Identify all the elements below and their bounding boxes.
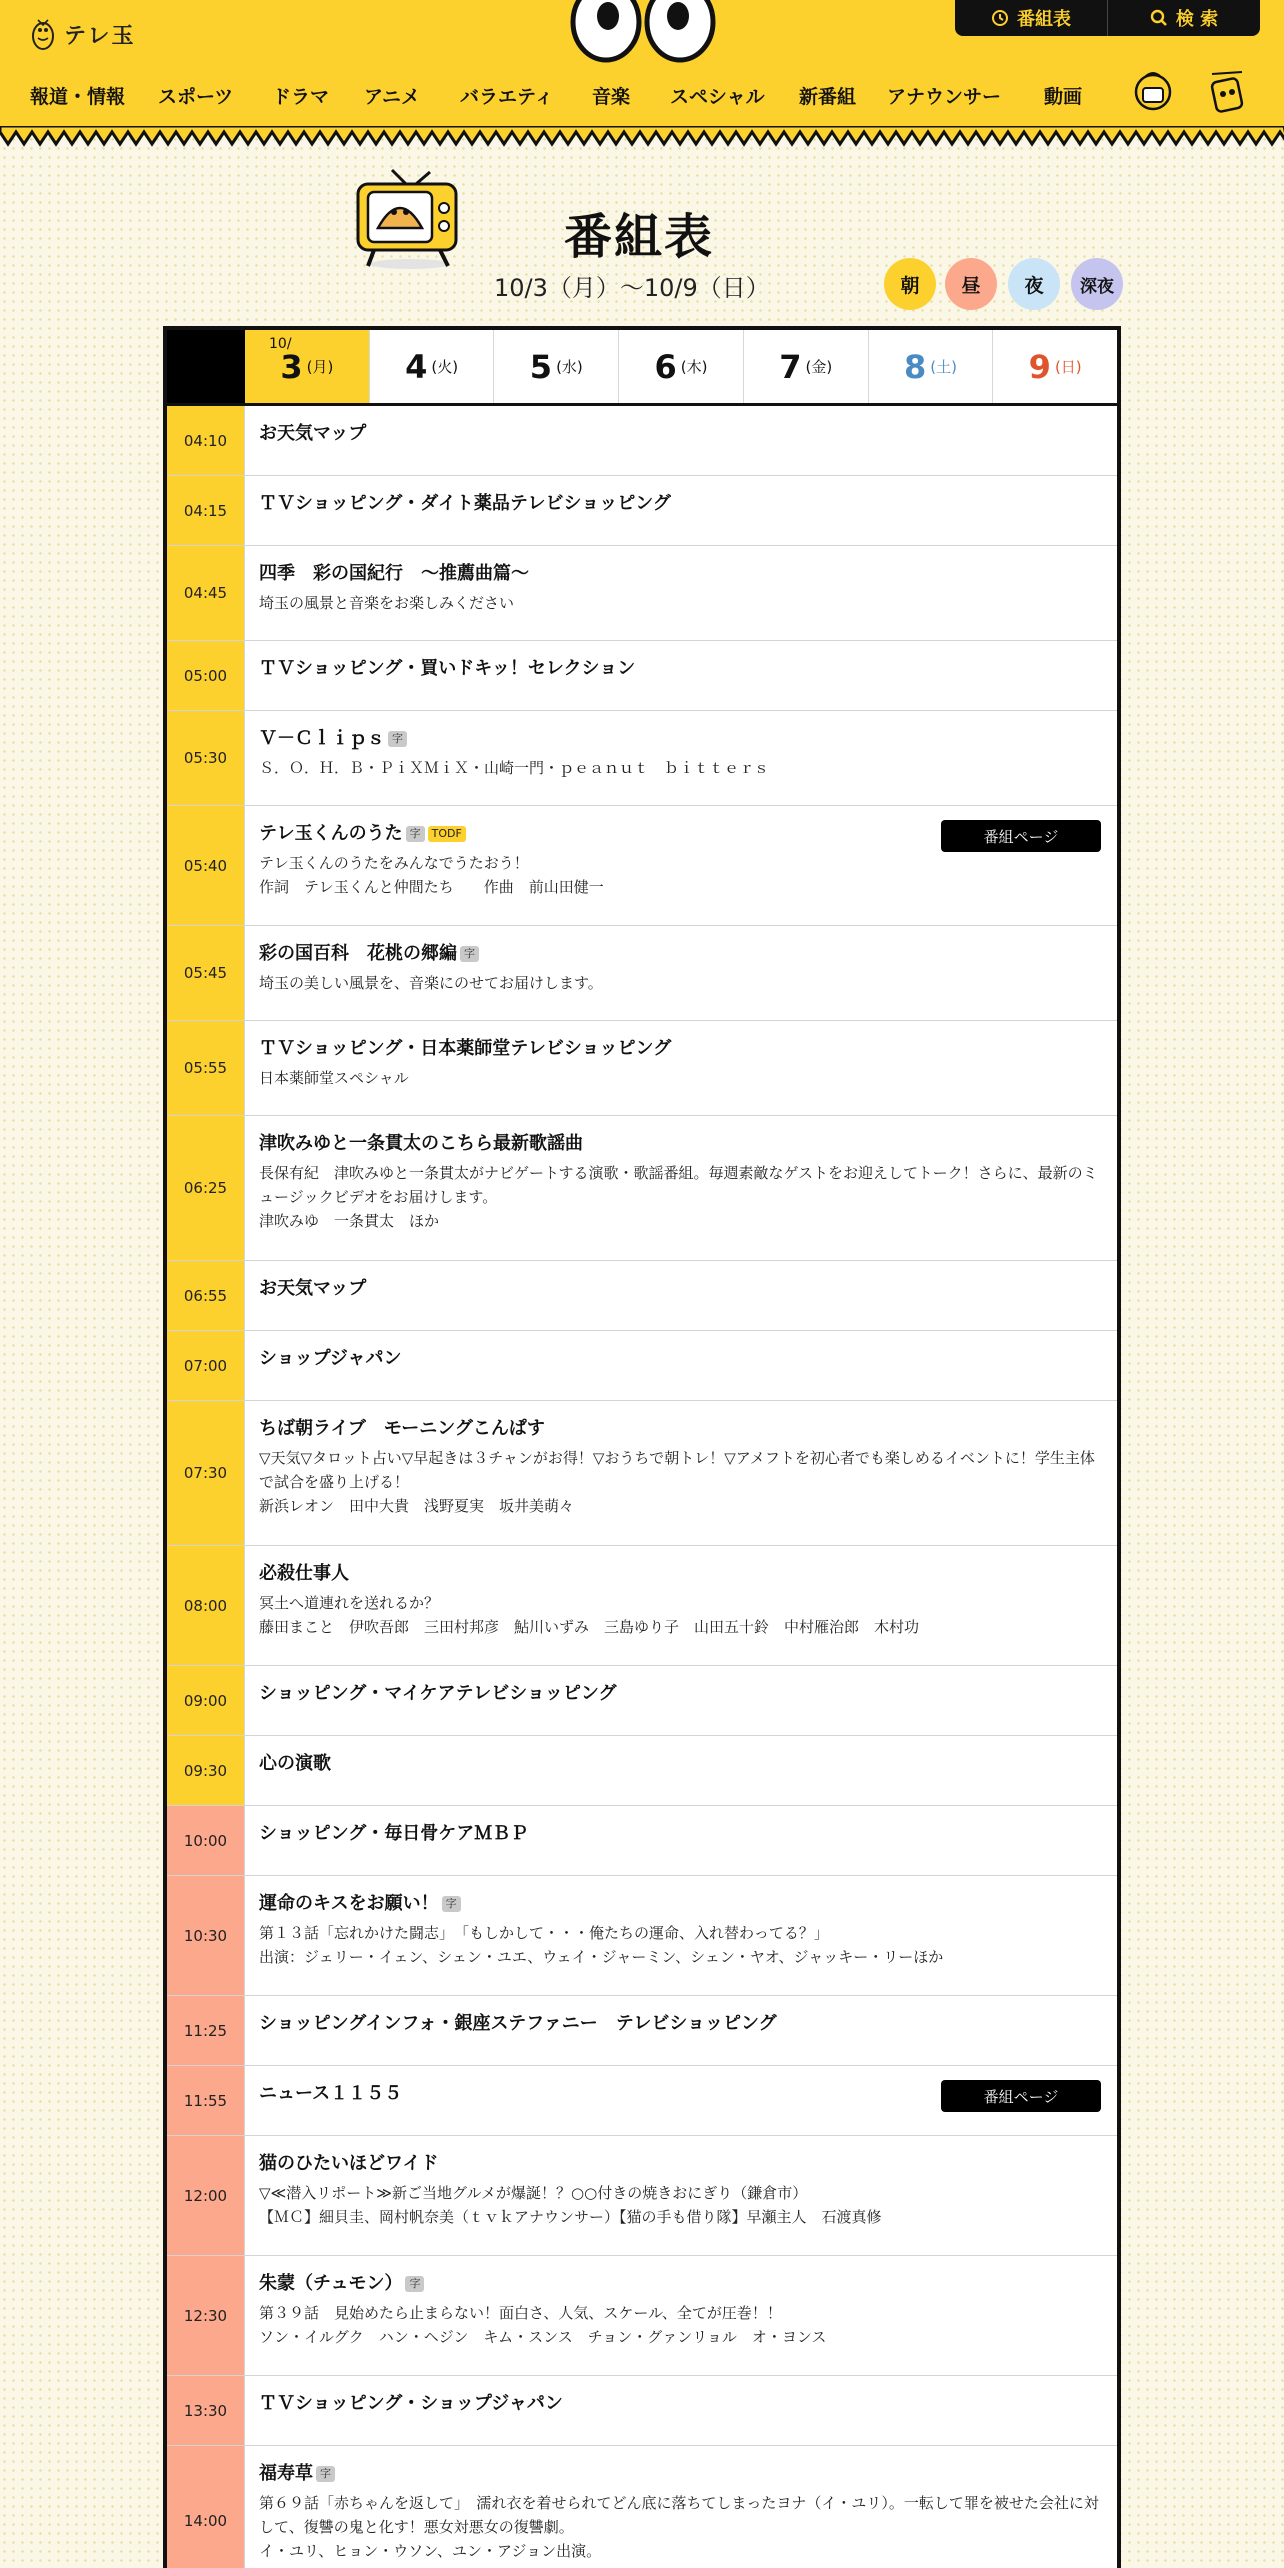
program-page-button[interactable]: 番組ページ [941,2080,1101,2112]
nav-item-variety[interactable]: バラエティ [460,86,554,108]
program-title[interactable]: ショッピング・毎日骨ケアＭＢＰ [259,1823,529,1844]
program-row[interactable] [167,406,1117,476]
search-button[interactable] [1107,0,1260,36]
program-row[interactable] [167,1806,1117,1876]
program-row[interactable] [167,1666,1117,1736]
program-description: 第１３話「忘れかけた闘志」 「もしかして・・・俺たちの運命、入れ替わってる？」 出演：ジェリー・イェン、シェン・ユエ、ウェイ・ジャーミン、シェン・ヤオ、ジャッキー・リーほか [259,1924,944,1967]
program-title[interactable]: ニュース１１５５ [259,2083,403,2104]
tv-mascot-badge-icon[interactable] [1206,66,1248,118]
tv-mascot-icon [352,168,462,270]
program-row[interactable] [167,926,1117,1021]
tab-day-9[interactable] [992,330,1117,403]
program-row[interactable] [167,2136,1117,2256]
header-zigzag [0,126,1284,150]
program-description: ▽≪潜入リポート≫新ご当地グルメが爆誕！？○○付きの焼きおにぎり（鎌倉市） 【ＭＣ】細貝圭、岡村帆奈美（ｔｖｋアナウンサー）【猫の手も借り隊】早瀬主人 石渡真修 [259,2184,882,2227]
program-info [245,1666,1117,1735]
program-time: 05:30 [167,711,245,805]
program-info [245,806,1117,925]
program-info [245,1736,1117,1805]
nav-item-news[interactable]: 報道・情報 [30,86,126,108]
program-info [245,546,1117,640]
program-title[interactable]: ちば朝ライブ モーニングこんぱす [259,1418,545,1439]
program-description: ▽天気▽タロット占い▽早起きは３チャンがお得！▽おうちで朝トレ！▽アメフトを初心者でも楽しめるイベントに！学生主体で試合を盛り上げる！ 新浜レオン 田中大貴 浅野夏実 坂井美萌々 [259,1449,1095,1516]
program-row[interactable] [167,1736,1117,1806]
program-title-line [259,1892,1101,1915]
program-time: 05:45 [167,926,245,1020]
program-description: 冥土へ道連れを送れるか？ 藤田まこと 伊吹吾郎 三田村邦彦 鮎川いずみ 三島ゆり子 山田五十鈴 中村雁治郎 木村功 [259,1594,920,1637]
program-title[interactable]: 運命のキスをお願い！ [259,1893,439,1914]
program-info [245,1331,1117,1400]
subtitle-badge: 字 [406,826,425,842]
program-info [245,2376,1117,2445]
program-row[interactable] [167,2256,1117,2376]
program-info [245,711,1117,805]
nav-item-special[interactable]: スペシャル [670,86,765,108]
logo-text: テレ玉 [64,23,136,49]
program-list [167,406,1117,2568]
program-time: 07:00 [167,1331,245,1400]
filter-daytime[interactable]: 昼 [945,258,997,310]
schedule-button-label: 番組表 [1017,9,1071,30]
program-info [245,2256,1117,2375]
tv-badge-icon[interactable] [1132,66,1174,118]
program-title[interactable]: ＴＶショッピング・ダイト薬品テレビショッピング [259,493,671,514]
subtitle-badge: 字 [460,946,479,962]
day-number: 7 [779,347,802,386]
program-time: 06:25 [167,1116,245,1260]
program-row[interactable] [167,1996,1117,2066]
program-title-line [259,2392,1101,2415]
program-title-line [259,1277,1101,1300]
program-description: 埼玉の美しい風景を、音楽にのせてお届けします。 [259,974,603,993]
program-title-line [259,1347,1101,1370]
program-title-line [259,422,1101,445]
tab-day-8[interactable] [868,330,993,403]
program-description: 長保有紀 津吹みゆと一条貫太がナビゲートする演歌・歌謡番組。毎週素敵なゲストをお迎えしてトーク！さらに、最新のミュージックビデオをお届けします。 津吹みゆ 一条貫太 ほか [259,1164,1098,1231]
program-title[interactable]: ＴＶショッピング・買いドキッ！セレクション [259,658,636,679]
day-weekday: (日) [1054,358,1082,376]
program-row[interactable] [167,1876,1117,1996]
program-title[interactable]: お天気マップ [259,423,367,444]
tab-day-3[interactable] [245,330,369,403]
program-row[interactable] [167,1401,1117,1546]
program-description: 第３９話 見始めたら止まらない！面白さ、人気、スケール、全てが圧巻！！ ソン・イルグク ハン・ヘジン キム・スンス チョン・グァンリョル オ・ヨンス [259,2304,827,2347]
program-time: 10:30 [167,1876,245,1995]
program-title-line [259,1037,1101,1060]
schedule-button[interactable] [955,0,1107,36]
program-time: 09:00 [167,1666,245,1735]
filter-night[interactable]: 夜 [1008,258,1060,310]
day-tabs-corner [167,330,245,403]
program-title[interactable]: ショッピングインフォ・銀座ステファニー テレビショッピング [259,2013,777,2034]
subtitle-badge: 字 [405,2276,424,2292]
program-description: 日本薬師堂スペシャル [259,1069,409,1088]
program-row[interactable] [167,1261,1117,1331]
program-title[interactable]: 彩の国百科 花桃の郷編 [259,943,457,964]
filter-morning[interactable]: 朝 [884,258,936,310]
program-title-line [259,1752,1101,1775]
program-description: Ｓ．Ｏ．Ｈ．Ｂ・ＰｉＸＭｉＸ・山崎一門・ｐｅａｎｕｔ ｂｉｔｔｅｒｓ [259,759,770,778]
program-info [245,2066,1117,2135]
program-row[interactable] [167,1021,1117,1116]
program-time: 10:00 [167,1806,245,1875]
program-description: テレ玉くんのうたをみんなでうたおう！ 作詞 テレ玉くんと仲間たち 作曲 前山田健一 [259,854,604,897]
program-time: 04:10 [167,406,245,475]
program-row[interactable] [167,1546,1117,1666]
program-title-line [259,1682,1101,1705]
program-row[interactable] [167,2446,1117,2568]
program-info [245,1546,1117,1665]
program-title[interactable]: 朱蒙（チュモン） [259,2273,403,2294]
tab-day-4[interactable] [369,330,494,403]
day-tabs [167,330,1117,406]
program-row[interactable] [167,476,1117,546]
tab-day-5[interactable] [493,330,618,403]
program-description: 埼玉の風景と音楽をお楽しみください [259,594,515,613]
program-title-line [259,1822,1101,1845]
program-row[interactable] [167,641,1117,711]
subtitle-badge: 字 [442,1896,461,1912]
program-time: 04:45 [167,546,245,640]
program-title-line [259,1417,1101,1440]
program-title-line [259,2152,1101,2175]
program-row[interactable] [167,2376,1117,2446]
program-title[interactable]: 福寿草 [259,2463,313,2484]
program-time: 13:30 [167,2376,245,2445]
program-title-line [259,562,1101,585]
program-time: 08:00 [167,1546,245,1665]
program-time: 04:15 [167,476,245,545]
top-buttons [955,0,1260,36]
program-description: 第６９話「赤ちゃんを返して」 濡れ衣を着せられてどん底に落ちてしまったヨナ（イ・ユリ）。一転して罪を被せた会社に対して、復讐の鬼と化す！悪女対悪女の復讐劇。 イ・ユリ、ヒョン・ウソン、ユン・アジョン出演。 [259,2494,1099,2561]
program-title[interactable]: 津吹みゆと一条貫太のこちら最新歌謡曲 [259,1133,583,1154]
program-title[interactable]: ＴＶショッピング・ショップジャパン [259,2393,563,2414]
day-weekday: (金) [805,358,833,376]
program-info [245,1021,1117,1115]
day-weekday: (火) [431,358,459,376]
program-info [245,1401,1117,1545]
search-icon [1150,9,1168,27]
program-info [245,476,1117,545]
program-info [245,2136,1117,2255]
program-info [245,641,1117,710]
program-info [245,1116,1117,1260]
program-title-line [259,1132,1101,1155]
program-time: 11:55 [167,2066,245,2135]
program-time: 11:25 [167,1996,245,2065]
site-logo[interactable] [30,16,136,52]
program-schedule [163,326,1121,2568]
nav-item-music[interactable]: 音楽 [592,86,631,108]
program-row[interactable] [167,1331,1117,1401]
program-time: 09:30 [167,1736,245,1805]
program-title[interactable]: 必殺仕事人 [259,1563,349,1584]
mascot-eyes-icon [570,0,716,64]
program-title-line [259,492,1101,515]
program-info [245,926,1117,1020]
program-title[interactable]: 四季 彩の国紀行 ～推薦曲篇～ [259,563,529,584]
subtitle-badge: 字 [388,731,407,747]
day-weekday: (土) [930,358,957,376]
day-weekday: (木) [680,358,708,376]
program-time: 12:00 [167,2136,245,2255]
search-button-label: 検 索 [1175,9,1219,30]
program-row[interactable] [167,2066,1117,2136]
program-info [245,2446,1117,2568]
nav-item-videos[interactable]: 動画 [1044,86,1083,108]
day-weekday: (水) [556,358,583,376]
day-number: 3 [280,347,303,386]
program-time: 07:30 [167,1401,245,1545]
day-number: 9 [1028,347,1051,386]
day-month: 10/ [269,336,292,352]
day-weekday: (月) [306,358,334,376]
program-time: 06:55 [167,1261,245,1330]
program-page-button[interactable]: 番組ページ [941,820,1101,852]
program-info [245,406,1117,475]
program-info [245,1261,1117,1330]
program-row[interactable] [167,546,1117,641]
nav-item-new-programs[interactable]: 新番組 [799,86,857,108]
program-title[interactable]: 猫のひたいほどワイド [259,2153,439,2174]
program-info [245,1806,1117,1875]
program-time: 05:00 [167,641,245,710]
program-row[interactable] [167,1116,1117,1261]
program-title-line [259,2462,1101,2485]
day-number: 6 [654,347,677,386]
date-range: 10/3（月）〜10/9（日） [494,274,770,302]
program-title[interactable]: 心の演歌 [259,1753,331,1774]
todf-badge: TODF [428,826,466,842]
program-title-line [259,942,1101,965]
program-title-line [259,727,1101,750]
filter-late-night[interactable]: 深夜 [1071,258,1123,310]
program-title-line [259,2272,1101,2295]
clock-icon [991,9,1009,27]
program-title-line [259,657,1101,680]
program-info [245,1876,1117,1995]
tab-day-7[interactable] [743,330,868,403]
nav-item-anime[interactable]: アニメ [364,86,421,108]
program-title[interactable]: お天気マップ [259,1278,367,1299]
site-header [0,0,1284,135]
day-number: 5 [529,347,553,386]
program-info [245,1996,1117,2065]
program-time: 12:30 [167,2256,245,2375]
nav-item-drama[interactable]: ドラマ [272,86,330,108]
nav-item-announcers[interactable]: アナウンサー [887,86,1002,108]
program-title-line [259,1562,1101,1585]
day-number: 8 [903,347,927,386]
page-title: 番組表 [564,209,715,265]
program-title[interactable]: テレ玉くんのうた [259,823,403,844]
day-number: 4 [405,347,428,386]
program-title-line [259,2012,1101,2035]
nav-item-sports[interactable]: スポーツ [158,86,234,108]
egg-mascot-icon [30,16,56,52]
tab-day-6[interactable] [618,330,743,403]
program-row[interactable] [167,806,1117,926]
program-time: 05:55 [167,1021,245,1115]
program-title[interactable]: ショッピング・マイケアテレビショッピング [259,1683,617,1704]
program-time: 14:00 [167,2446,245,2568]
program-row[interactable] [167,711,1117,806]
program-time: 05:40 [167,806,245,925]
program-title[interactable]: ショップジャパン [259,1348,402,1369]
main-nav [30,82,1114,109]
subtitle-badge: 字 [316,2466,335,2482]
program-title[interactable]: ＴＶショッピング・日本薬師堂テレビショッピング [259,1038,672,1059]
program-title[interactable]: Ｖ－Ｃｌｉｐｓ [259,728,385,749]
